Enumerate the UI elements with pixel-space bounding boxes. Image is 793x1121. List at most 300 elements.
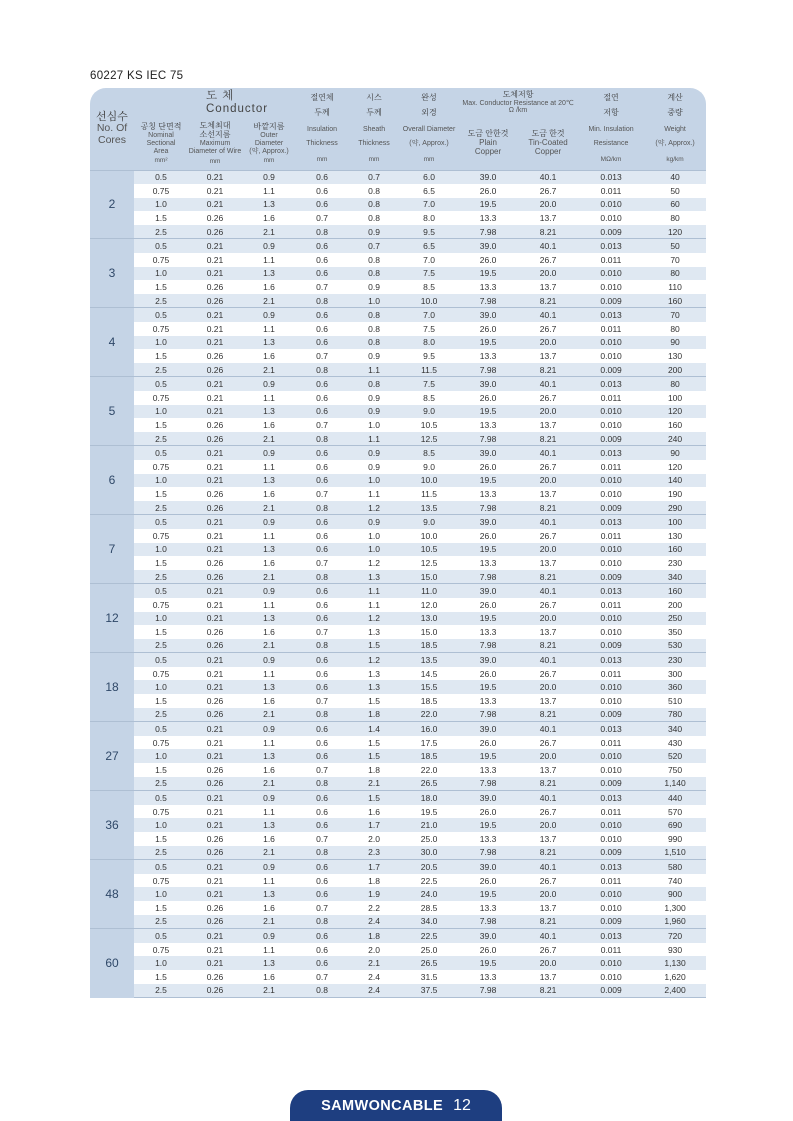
- overall-diameter-cell: 14.5: [420, 668, 438, 679]
- nominal-area-cell: 1.0: [134, 887, 188, 901]
- min-insulation-resistance-cell: 0.010: [578, 198, 644, 212]
- tin-copper-resistance-cell: 20.0: [518, 887, 578, 901]
- cores-cell: 4: [90, 308, 134, 377]
- min-insulation-resistance-cell: 0.011: [600, 323, 622, 334]
- outer-diameter-cell: 1.6: [263, 902, 275, 913]
- nominal-area-cell: 1.0: [134, 749, 188, 763]
- table-row: [90, 818, 706, 832]
- outer-diameter-cell: 1.1: [263, 944, 275, 955]
- plain-copper-resistance-cell: 7.98: [458, 501, 518, 515]
- table-row: [90, 970, 706, 984]
- nominal-area-cell: 0.5: [134, 653, 188, 667]
- nominal-area-cell: 0.75: [152, 737, 170, 748]
- tin-copper-resistance-cell: 8.21: [518, 915, 578, 929]
- nominal-area-cell: 2.5: [134, 501, 188, 515]
- plain-copper-resistance-cell: 39.0: [458, 791, 518, 805]
- insulation-thickness-cell: 0.6: [316, 461, 328, 472]
- insulation-thickness-cell: 0.8: [296, 501, 348, 515]
- insulation-thickness-cell: 0.6: [296, 474, 348, 488]
- tin-copper-resistance-cell: 26.7: [539, 737, 557, 748]
- header-wire-diameter: 도체최대 소선지름 Maximum Diameter of Wire mm: [188, 118, 242, 170]
- sheath-thickness-cell: 1.3: [348, 570, 400, 584]
- nominal-area-cell: 1.0: [134, 956, 188, 970]
- outer-diameter-cell: 1.3: [242, 405, 296, 419]
- nominal-area-cell: 1.5: [155, 695, 167, 706]
- weight-cell: 1,140: [644, 777, 706, 791]
- wire-diameter-cell: 0.21: [188, 680, 242, 694]
- wire-diameter-cell: 0.26: [188, 501, 242, 515]
- outer-diameter-cell: 1.1: [263, 668, 275, 679]
- weight-cell: 80: [644, 377, 706, 391]
- sheath-thickness-cell: 0.8: [368, 323, 380, 334]
- sheath-thickness-cell: 1.5: [348, 791, 400, 805]
- weight-cell: 130: [667, 351, 683, 362]
- sheath-thickness-cell: 1.2: [348, 612, 400, 626]
- nominal-area-cell: 1.0: [134, 336, 188, 350]
- nominal-area-cell: 2.5: [134, 708, 188, 722]
- wire-diameter-cell: 0.21: [206, 668, 224, 679]
- tin-copper-resistance-cell: 40.1: [518, 722, 578, 736]
- table-row: [90, 943, 706, 957]
- min-insulation-resistance-cell: 0.013: [578, 929, 644, 943]
- min-insulation-resistance-cell: 0.010: [600, 764, 622, 775]
- weight-cell: 530: [644, 639, 706, 653]
- nominal-area-cell: 1.5: [155, 419, 167, 430]
- plain-copper-resistance-cell: 26.0: [479, 806, 497, 817]
- overall-diameter-cell: 12.0: [420, 599, 438, 610]
- weight-cell: 160: [644, 543, 706, 557]
- min-insulation-resistance-cell: 0.010: [578, 680, 644, 694]
- overall-diameter-cell: 24.0: [400, 887, 458, 901]
- insulation-thickness-cell: 0.6: [316, 323, 328, 334]
- min-insulation-resistance-cell: 0.013: [578, 515, 644, 529]
- outer-diameter-cell: 1.3: [242, 198, 296, 212]
- cores-cell: 27: [90, 722, 134, 791]
- tin-copper-resistance-cell: 8.21: [518, 708, 578, 722]
- sheath-thickness-cell: 0.8: [348, 267, 400, 281]
- weight-cell: 230: [644, 653, 706, 667]
- sheath-thickness-cell: 2.4: [348, 915, 400, 929]
- wire-diameter-cell: 0.21: [188, 818, 242, 832]
- insulation-thickness-cell: 0.7: [316, 282, 328, 293]
- overall-diameter-cell: 34.0: [400, 915, 458, 929]
- header-conductor: 도 체 Conductor: [134, 88, 296, 118]
- weight-cell: 60: [644, 198, 706, 212]
- nominal-area-cell: 0.75: [152, 944, 170, 955]
- cores-cell: 12: [90, 584, 134, 653]
- nominal-area-cell: 2.5: [134, 984, 188, 998]
- sheath-thickness-cell: 0.8: [348, 308, 400, 322]
- sheath-thickness-cell: 2.2: [368, 902, 380, 913]
- weight-cell: 50: [670, 185, 680, 196]
- wire-diameter-cell: 0.21: [188, 336, 242, 350]
- tin-copper-resistance-cell: 26.7: [539, 323, 557, 334]
- header-overall-diameter: 완성 외경 Overall Diameter (약, Approx.) mm: [400, 88, 458, 170]
- tin-copper-resistance-cell: 26.7: [539, 461, 557, 472]
- min-insulation-resistance-cell: 0.010: [600, 419, 622, 430]
- wire-diameter-cell: 0.26: [206, 695, 224, 706]
- weight-cell: 160: [644, 294, 706, 308]
- nominal-area-cell: 0.5: [134, 377, 188, 391]
- overall-diameter-cell: 7.5: [400, 377, 458, 391]
- table-row: [90, 639, 706, 653]
- outer-diameter-cell: 1.3: [242, 680, 296, 694]
- nominal-area-cell: 0.75: [152, 668, 170, 679]
- nominal-area-cell: 0.5: [134, 860, 188, 874]
- min-insulation-resistance-cell: 0.011: [600, 806, 622, 817]
- plain-copper-resistance-cell: 39.0: [458, 584, 518, 598]
- insulation-thickness-cell: 0.6: [316, 944, 328, 955]
- plain-copper-resistance-cell: 19.5: [458, 887, 518, 901]
- plain-copper-resistance-cell: 26.0: [479, 392, 497, 403]
- nominal-area-cell: 0.5: [134, 170, 188, 184]
- sheath-thickness-cell: 1.1: [348, 432, 400, 446]
- weight-cell: 930: [667, 944, 683, 955]
- table-row: [90, 860, 706, 874]
- plain-copper-resistance-cell: 19.5: [458, 405, 518, 419]
- min-insulation-resistance-cell: 0.013: [578, 791, 644, 805]
- table-row: [90, 391, 706, 405]
- plain-copper-resistance-cell: 26.0: [479, 323, 497, 334]
- cores-cell: 3: [90, 239, 134, 308]
- tin-copper-resistance-cell: 26.7: [539, 530, 557, 541]
- weight-cell: 190: [667, 488, 683, 499]
- weight-cell: 1,620: [664, 971, 686, 982]
- min-insulation-resistance-cell: 0.010: [600, 557, 622, 568]
- outer-diameter-cell: 0.9: [242, 653, 296, 667]
- min-insulation-resistance-cell: 0.009: [578, 846, 644, 860]
- overall-diameter-cell: 12.5: [400, 432, 458, 446]
- nominal-area-cell: 0.75: [152, 254, 170, 265]
- sheath-thickness-cell: 0.7: [348, 239, 400, 253]
- sheath-thickness-cell: 1.2: [368, 557, 380, 568]
- sheath-thickness-cell: 0.8: [348, 377, 400, 391]
- insulation-thickness-cell: 0.6: [316, 254, 328, 265]
- sheath-thickness-cell: 0.8: [368, 185, 380, 196]
- tin-copper-resistance-cell: 26.7: [539, 185, 557, 196]
- overall-diameter-cell: 22.5: [420, 875, 438, 886]
- wire-diameter-cell: 0.21: [188, 515, 242, 529]
- outer-diameter-cell: 2.1: [242, 294, 296, 308]
- wire-diameter-cell: 0.21: [206, 737, 224, 748]
- min-insulation-resistance-cell: 0.010: [600, 213, 622, 224]
- sheath-thickness-cell: 0.8: [368, 213, 380, 224]
- weight-cell: 100: [644, 515, 706, 529]
- overall-diameter-cell: 26.5: [400, 777, 458, 791]
- nominal-area-cell: 1.5: [155, 351, 167, 362]
- sheath-thickness-cell: 1.8: [348, 708, 400, 722]
- wire-diameter-cell: 0.26: [206, 488, 224, 499]
- sheath-thickness-cell: 1.8: [348, 929, 400, 943]
- nominal-area-cell: 0.5: [134, 446, 188, 460]
- outer-diameter-cell: 0.9: [242, 722, 296, 736]
- min-insulation-resistance-cell: 0.011: [600, 461, 622, 472]
- min-insulation-resistance-cell: 0.011: [600, 875, 622, 886]
- nominal-area-cell: 1.0: [134, 543, 188, 557]
- insulation-thickness-cell: 0.6: [296, 405, 348, 419]
- outer-diameter-cell: 2.1: [242, 225, 296, 239]
- min-insulation-resistance-cell: 0.009: [578, 984, 644, 998]
- min-insulation-resistance-cell: 0.013: [578, 446, 644, 460]
- table-row: [90, 556, 706, 570]
- plain-copper-resistance-cell: 19.5: [458, 749, 518, 763]
- wire-diameter-cell: 0.21: [188, 267, 242, 281]
- wire-diameter-cell: 0.21: [188, 198, 242, 212]
- cores-cell: 5: [90, 377, 134, 446]
- nominal-area-cell: 0.5: [134, 515, 188, 529]
- plain-copper-resistance-cell: 19.5: [458, 612, 518, 626]
- tin-copper-resistance-cell: 13.7: [539, 626, 557, 637]
- cores-cell: 18: [90, 653, 134, 722]
- sheath-thickness-cell: 1.0: [368, 530, 380, 541]
- nominal-area-cell: 2.5: [134, 777, 188, 791]
- header-nominal-area: 공칭 단면적 Nominal Sectional Area mm²: [134, 118, 188, 170]
- tin-copper-resistance-cell: 20.0: [518, 405, 578, 419]
- insulation-thickness-cell: 0.6: [296, 722, 348, 736]
- brand-name: SAMWONCABLE: [321, 1097, 444, 1114]
- table-row: [90, 239, 706, 253]
- insulation-thickness-cell: 0.8: [296, 984, 348, 998]
- sheath-thickness-cell: 1.8: [368, 875, 380, 886]
- insulation-thickness-cell: 0.6: [296, 749, 348, 763]
- min-insulation-resistance-cell: 0.013: [578, 584, 644, 598]
- tin-copper-resistance-cell: 40.1: [518, 584, 578, 598]
- nominal-area-cell: 0.75: [152, 392, 170, 403]
- insulation-thickness-cell: 0.6: [316, 737, 328, 748]
- insulation-thickness-cell: 0.8: [296, 432, 348, 446]
- nominal-area-cell: 2.5: [134, 363, 188, 377]
- header-outer-diameter: 바깥지름 Outer Diameter (약, Approx.) mm: [242, 118, 296, 170]
- tin-copper-resistance-cell: 20.0: [518, 267, 578, 281]
- wire-diameter-cell: 0.21: [188, 887, 242, 901]
- tin-copper-resistance-cell: 8.21: [518, 432, 578, 446]
- table-row: [90, 460, 706, 474]
- tin-copper-resistance-cell: 26.7: [539, 806, 557, 817]
- tin-copper-resistance-cell: 13.7: [539, 695, 557, 706]
- outer-diameter-cell: 2.1: [242, 501, 296, 515]
- tin-copper-resistance-cell: 20.0: [518, 198, 578, 212]
- insulation-thickness-cell: 0.8: [296, 363, 348, 377]
- wire-diameter-cell: 0.26: [188, 777, 242, 791]
- wire-diameter-cell: 0.21: [206, 323, 224, 334]
- plain-copper-resistance-cell: 39.0: [458, 170, 518, 184]
- overall-diameter-cell: 8.0: [423, 213, 435, 224]
- wire-diameter-cell: 0.26: [188, 570, 242, 584]
- insulation-thickness-cell: 0.6: [316, 185, 328, 196]
- sheath-thickness-cell: 2.0: [368, 944, 380, 955]
- tin-copper-resistance-cell: 20.0: [518, 749, 578, 763]
- table-row: [90, 349, 706, 363]
- plain-copper-resistance-cell: 39.0: [458, 308, 518, 322]
- insulation-thickness-cell: 0.6: [296, 860, 348, 874]
- table-row: [90, 915, 706, 929]
- outer-diameter-cell: 1.1: [263, 875, 275, 886]
- tin-copper-resistance-cell: 8.21: [518, 225, 578, 239]
- min-insulation-resistance-cell: 0.009: [578, 501, 644, 515]
- table-row: [90, 736, 706, 750]
- outer-diameter-cell: 0.9: [242, 446, 296, 460]
- plain-copper-resistance-cell: 7.98: [458, 225, 518, 239]
- min-insulation-resistance-cell: 0.009: [578, 363, 644, 377]
- header-min-insulation: 절연 저항 Min. Insulation Resistance MΩ/km: [578, 88, 644, 170]
- overall-diameter-cell: 6.0: [400, 170, 458, 184]
- sheath-thickness-cell: 0.9: [348, 446, 400, 460]
- plain-copper-resistance-cell: 39.0: [458, 929, 518, 943]
- plain-copper-resistance-cell: 13.3: [479, 695, 497, 706]
- tin-copper-resistance-cell: 26.7: [539, 392, 557, 403]
- outer-diameter-cell: 1.6: [263, 626, 275, 637]
- plain-copper-resistance-cell: 7.98: [458, 984, 518, 998]
- plain-copper-resistance-cell: 19.5: [458, 543, 518, 557]
- tin-copper-resistance-cell: 13.7: [539, 419, 557, 430]
- wire-diameter-cell: 0.26: [188, 846, 242, 860]
- nominal-area-cell: 1.0: [134, 612, 188, 626]
- min-insulation-resistance-cell: 0.009: [578, 432, 644, 446]
- nominal-area-cell: 1.0: [134, 680, 188, 694]
- insulation-thickness-cell: 0.6: [296, 543, 348, 557]
- tin-copper-resistance-cell: 13.7: [539, 282, 557, 293]
- outer-diameter-cell: 1.1: [263, 737, 275, 748]
- insulation-thickness-cell: 0.8: [296, 708, 348, 722]
- plain-copper-resistance-cell: 19.5: [458, 336, 518, 350]
- min-insulation-resistance-cell: 0.010: [600, 626, 622, 637]
- weight-cell: 340: [644, 722, 706, 736]
- nominal-area-cell: 1.5: [155, 488, 167, 499]
- min-insulation-resistance-cell: 0.010: [578, 749, 644, 763]
- weight-cell: 80: [670, 213, 680, 224]
- wire-diameter-cell: 0.26: [206, 833, 224, 844]
- insulation-thickness-cell: 0.7: [316, 557, 328, 568]
- tin-copper-resistance-cell: 8.21: [518, 363, 578, 377]
- plain-copper-resistance-cell: 13.3: [479, 557, 497, 568]
- table-row: [90, 874, 706, 888]
- overall-diameter-cell: 9.0: [423, 461, 435, 472]
- plain-copper-resistance-cell: 39.0: [458, 515, 518, 529]
- plain-copper-resistance-cell: 13.3: [479, 764, 497, 775]
- plain-copper-resistance-cell: 26.0: [479, 668, 497, 679]
- tin-copper-resistance-cell: 40.1: [518, 791, 578, 805]
- outer-diameter-cell: 1.1: [263, 806, 275, 817]
- wire-diameter-cell: 0.21: [188, 722, 242, 736]
- insulation-thickness-cell: 0.6: [296, 887, 348, 901]
- table-row: [90, 984, 706, 998]
- outer-diameter-cell: 1.3: [242, 543, 296, 557]
- nominal-area-cell: 1.0: [134, 818, 188, 832]
- outer-diameter-cell: 0.9: [242, 791, 296, 805]
- weight-cell: 2,400: [644, 984, 706, 998]
- page-number: 12: [453, 1096, 471, 1114]
- insulation-thickness-cell: 0.8: [296, 639, 348, 653]
- sheath-thickness-cell: 2.4: [348, 984, 400, 998]
- overall-diameter-cell: 6.5: [423, 185, 435, 196]
- outer-diameter-cell: 0.9: [242, 308, 296, 322]
- table-row: [90, 680, 706, 694]
- weight-cell: 120: [644, 225, 706, 239]
- plain-copper-resistance-cell: 13.3: [479, 833, 497, 844]
- sheath-thickness-cell: 0.9: [348, 405, 400, 419]
- insulation-thickness-cell: 0.6: [316, 806, 328, 817]
- overall-diameter-cell: 31.5: [420, 971, 438, 982]
- wire-diameter-cell: 0.26: [206, 764, 224, 775]
- nominal-area-cell: 1.5: [155, 557, 167, 568]
- insulation-thickness-cell: 0.7: [316, 971, 328, 982]
- sheath-thickness-cell: 2.0: [368, 833, 380, 844]
- nominal-area-cell: 1.5: [155, 971, 167, 982]
- table-row: [90, 570, 706, 584]
- table-row: [90, 432, 706, 446]
- insulation-thickness-cell: 0.8: [296, 915, 348, 929]
- wire-diameter-cell: 0.21: [188, 239, 242, 253]
- sheath-thickness-cell: 2.1: [348, 956, 400, 970]
- cores-cell: 6: [90, 446, 134, 515]
- nominal-area-cell: 0.5: [134, 308, 188, 322]
- tin-copper-resistance-cell: 13.7: [539, 971, 557, 982]
- outer-diameter-cell: 1.3: [242, 749, 296, 763]
- outer-diameter-cell: 1.3: [242, 474, 296, 488]
- plain-copper-resistance-cell: 39.0: [458, 446, 518, 460]
- min-insulation-resistance-cell: 0.010: [578, 474, 644, 488]
- sheath-thickness-cell: 1.6: [368, 806, 380, 817]
- min-insulation-resistance-cell: 0.009: [578, 570, 644, 584]
- min-insulation-resistance-cell: 0.011: [600, 737, 622, 748]
- outer-diameter-cell: 2.1: [242, 432, 296, 446]
- table-row: [90, 225, 706, 239]
- footer-tab: [290, 1090, 502, 1121]
- cores-cell: 60: [90, 929, 134, 998]
- nominal-area-cell: 1.5: [155, 764, 167, 775]
- table-row: [90, 805, 706, 819]
- header-tin-coated-copper: 도금 한것 Tin-Coated Copper: [518, 118, 578, 170]
- table-row: [90, 363, 706, 377]
- weight-cell: 300: [667, 668, 683, 679]
- tin-copper-resistance-cell: 40.1: [518, 860, 578, 874]
- insulation-thickness-cell: 0.7: [316, 764, 328, 775]
- wire-diameter-cell: 0.26: [188, 915, 242, 929]
- min-insulation-resistance-cell: 0.010: [600, 902, 622, 913]
- cores-cell: 7: [90, 515, 134, 584]
- overall-diameter-cell: 18.5: [400, 639, 458, 653]
- plain-copper-resistance-cell: 26.0: [479, 254, 497, 265]
- weight-cell: 1,510: [644, 846, 706, 860]
- tin-copper-resistance-cell: 26.7: [539, 668, 557, 679]
- weight-cell: 110: [668, 282, 682, 293]
- table-row: [90, 598, 706, 612]
- sheath-thickness-cell: 1.0: [348, 474, 400, 488]
- insulation-thickness-cell: 0.8: [296, 777, 348, 791]
- plain-copper-resistance-cell: 13.3: [479, 213, 497, 224]
- nominal-area-cell: 0.75: [152, 461, 170, 472]
- overall-diameter-cell: 7.0: [423, 254, 435, 265]
- overall-diameter-cell: 9.5: [400, 225, 458, 239]
- overall-diameter-cell: 22.0: [400, 708, 458, 722]
- overall-diameter-cell: 13.0: [400, 612, 458, 626]
- min-insulation-resistance-cell: 0.009: [578, 915, 644, 929]
- nominal-area-cell: 2.5: [134, 639, 188, 653]
- min-insulation-resistance-cell: 0.010: [578, 887, 644, 901]
- tin-copper-resistance-cell: 40.1: [518, 515, 578, 529]
- tin-copper-resistance-cell: 13.7: [539, 488, 557, 499]
- tin-copper-resistance-cell: 26.7: [539, 254, 557, 265]
- insulation-thickness-cell: 0.7: [316, 902, 328, 913]
- weight-cell: 750: [667, 764, 683, 775]
- min-insulation-resistance-cell: 0.010: [578, 818, 644, 832]
- insulation-thickness-cell: 0.6: [296, 929, 348, 943]
- outer-diameter-cell: 2.1: [242, 915, 296, 929]
- outer-diameter-cell: 0.9: [242, 239, 296, 253]
- min-insulation-resistance-cell: 0.013: [578, 377, 644, 391]
- weight-cell: 1,300: [664, 902, 686, 913]
- tin-copper-resistance-cell: 40.1: [518, 929, 578, 943]
